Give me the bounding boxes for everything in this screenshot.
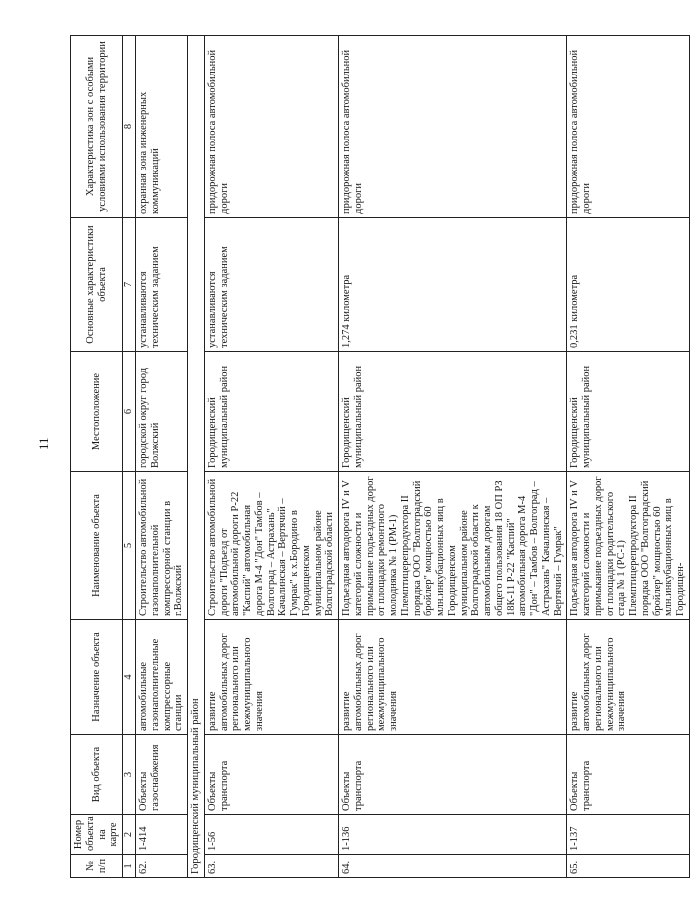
- cell-name: Подъездная автодорога IV и V категорий сложности и примыкание подъездных дорог от площадки ремонтного молодняка № 1 (РМ-1) Племптицерепродуктора II порядка ООО "Волгоградский бройлер" мощностью 60 млн.инкубационных яиц в Городищенском муниципальном районе Волгоградской области к автомобильным дорогам общего пользования 18 ОП РЗ 18К-11 Р-22 "Каспий" автомобильная дорога М-4 "Дон" – Тамбов – Волгоград – Астрахань" Качалинская – Вертячий – Гумрак": [339, 472, 567, 620]
- rotated-page: [70, 36, 686, 878]
- cell-kind: Объекты газоснабжения: [136, 735, 188, 815]
- cell-zones: охранная зона инженерных коммуникаций: [136, 36, 188, 218]
- cell-name: Подъездная автодорога IV и V категорий сложности и примыкание подъездных дорог от площадки родительского стада № 1 (РС-1) Племптицерепродуктора II порядка ООО "Волгоградский бройлер" мощностью 60 млн.инкубационных яиц в Городищен-: [567, 472, 690, 620]
- header-map-no: Номер объекта на карте: [71, 815, 123, 855]
- table-row: [204, 36, 338, 878]
- cell-purpose: развитие автомобильных дорог регионального или межмуниципального значения: [567, 620, 690, 735]
- column-number: 5: [123, 472, 136, 620]
- cell-kind: Объекты транспорта: [339, 735, 567, 815]
- cell-purpose: развитие автомобильных дорог регионального или межмуниципального значения: [204, 620, 338, 735]
- cell-name: Строительство автомобильной дороги "Подъезд от автомобильной дороги Р-22 "Каспий" автомобильная дорога М-4 "Дон" Тамбов – Волгоград – Астрахань" Качалинская – Вертячий – Гумрак" к х.Бородино в Городищенском муниципальном районе Волгоградской области: [204, 472, 338, 620]
- table-row: [136, 36, 188, 878]
- header-name: Наименование объекта: [71, 472, 123, 620]
- cell-location: Городищенский муниципальный район: [204, 352, 338, 472]
- cell-specs: 0,231 километра: [567, 218, 690, 352]
- cell-zones: придорожная полоса автомобильной дороги: [567, 36, 690, 218]
- cell-map-no: 1-56: [204, 815, 338, 855]
- header-kind: Вид объекта: [71, 735, 123, 815]
- cell-map-no: 1-137: [567, 815, 690, 855]
- header-location: Местоположение: [71, 352, 123, 472]
- column-number: 6: [123, 352, 136, 472]
- cell-location: Городищенский муниципальный район: [567, 352, 690, 472]
- section-title: Городищенский муниципальный район: [188, 36, 205, 878]
- column-number: 2: [123, 815, 136, 855]
- column-number: 7: [123, 218, 136, 352]
- header-purpose: Назначение объекта: [71, 620, 123, 735]
- cell-kind: Объекты транспорта: [204, 735, 338, 815]
- cell-zones: придорожная полоса автомобильной дороги: [339, 36, 567, 218]
- cell-num: 62.: [136, 855, 188, 878]
- column-number: 1: [123, 855, 136, 878]
- table-row: [339, 36, 567, 878]
- cell-purpose: автомобильные газонаполнительные компрессорные станции: [136, 620, 188, 735]
- cell-map-no: 1-136: [339, 815, 567, 855]
- page-number: 11: [36, 437, 51, 450]
- column-number: 8: [123, 36, 136, 218]
- table-row: [567, 36, 690, 878]
- header-row: [71, 36, 123, 878]
- cell-num: 63.: [204, 855, 338, 878]
- register-table: [70, 35, 690, 878]
- cell-location: Городищенский муниципальный район: [339, 352, 567, 472]
- column-number-row: [123, 36, 136, 878]
- column-number: 3: [123, 735, 136, 815]
- cell-map-no: 1-414: [136, 815, 188, 855]
- header-num: № п/п: [71, 855, 123, 878]
- header-zones: Характеристика зон с особыми условиями использования территории: [71, 36, 123, 218]
- cell-zones: придорожная полоса автомобильной дороги: [204, 36, 338, 218]
- cell-specs: устанавливаются техническим заданием: [204, 218, 338, 352]
- section-row: [188, 36, 205, 878]
- cell-purpose: развитие автомобильных дорог регионального или межмуниципального значения: [339, 620, 567, 735]
- cell-num: 65.: [567, 855, 690, 878]
- cell-specs: 1,274 километра: [339, 218, 567, 352]
- cell-location: городской округ город Волжский: [136, 352, 188, 472]
- header-specs: Основные характеристики объекта: [71, 218, 123, 352]
- cell-num: 64.: [339, 855, 567, 878]
- cell-specs: устанавливаются техническим заданием: [136, 218, 188, 352]
- cell-name: Строительство автомобильной газонаполнительной компрессорной станции в г.Волжский: [136, 472, 188, 620]
- column-number: 4: [123, 620, 136, 735]
- cell-kind: Объекты транспорта: [567, 735, 690, 815]
